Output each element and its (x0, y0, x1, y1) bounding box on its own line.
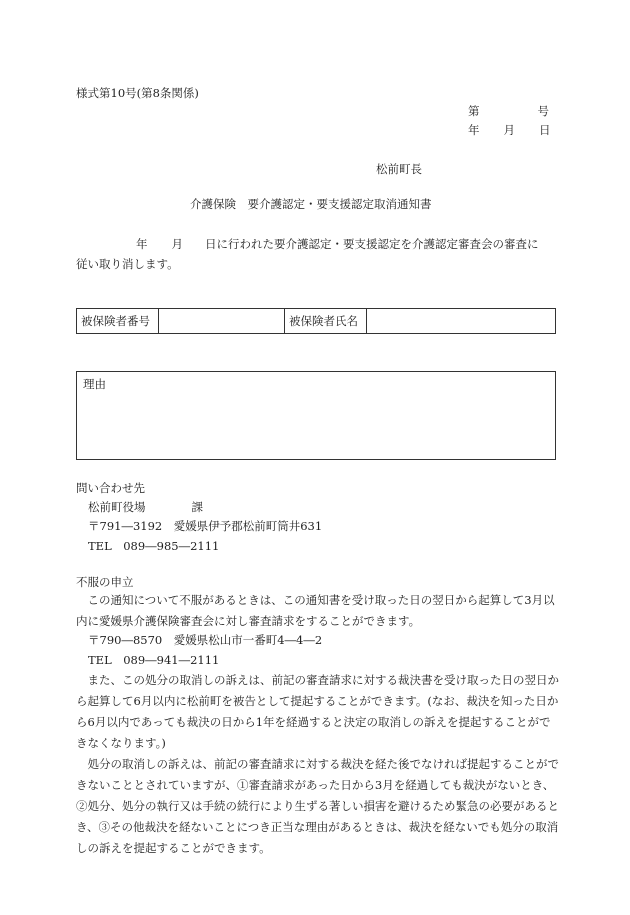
appeal-paragraph-2 (76, 670, 560, 754)
insured-number-field[interactable] (159, 309, 285, 334)
intro-line-1 (136, 237, 539, 252)
issuer: 松前町長 (376, 162, 422, 176)
number-prefix: 第 (468, 104, 480, 118)
date-day: 日 (539, 123, 551, 137)
contact-office: 松前町役場 (88, 500, 146, 514)
form-label: 様式第10号(第8条関係) (76, 86, 199, 100)
contact-office-line (88, 500, 203, 515)
intro-text-1: 日に行われた要介護認定・要支援認定を介護認定審査会の審査に (205, 237, 539, 251)
insured-name-field[interactable] (367, 309, 556, 334)
number-suffix: 号 (537, 104, 549, 118)
appeal-p2-text: また、この処分の取消しの訴えは、前記の審査請求に対する裁決書を受け取った日の翌日から起算して6月以内に松前町を被告として提起することができます。(なお、裁決を知った日から6月以内であっても裁決の日から1年を経過すると決定の取消しの訴えを提起することができなくなります。) (76, 673, 559, 750)
date-year: 年 (468, 123, 480, 137)
appeal-paragraph-1 (76, 590, 560, 632)
contact-heading: 問い合わせ先 (76, 481, 145, 495)
intro-line-2: 従い取り消します。 (76, 257, 179, 271)
intro-year: 年 (136, 237, 148, 251)
intro-month: 月 (171, 237, 183, 251)
document-date (468, 123, 551, 138)
insured-number-label: 被保険者番号 (77, 309, 159, 334)
appeal-address: 〒790―8570 愛媛県松山市一番町4―4―2 (88, 633, 323, 647)
appeal-tel: TEL 089―941―2111 (88, 653, 220, 667)
appeal-p1-text: この通知について不服があるときは、この通知書を受け取った日の翌日から起算して3月以内に愛媛県介護保険審査会に対し審査請求をすることができます。 (76, 593, 555, 628)
contact-dept-suffix: 課 (191, 500, 203, 514)
insured-name-label: 被保険者氏名 (285, 309, 367, 334)
reason-box[interactable] (76, 371, 556, 460)
contact-tel: TEL 089―985―2111 (88, 539, 220, 553)
appeal-paragraph-3 (76, 754, 560, 859)
appeal-p3-text: 処分の取消しの訴えは、前記の審査請求に対する裁決を経た後でなければ提起することができないこととされていますが、①審査請求があった日から3月を経過しても裁決がないとき、②処分、処分の執行又は手続の続行により生ずる著しい損害を避けるため緊急の必要があるとき、③その他裁決を経ないことにつき正当な理由があるときは、裁決を経ないでも処分の取消しの訴えを提起することができます。 (76, 757, 559, 855)
contact-address: 〒791―3192 愛媛県伊予郡松前町筒井631 (88, 519, 323, 533)
document-number (468, 104, 549, 119)
insured-table (76, 308, 556, 334)
reason-label: 理由 (83, 377, 106, 391)
appeal-heading: 不服の申立 (76, 575, 134, 589)
date-month: 月 (503, 123, 515, 137)
document-title: 介護保険 要介護認定・要支援認定取消通知書 (190, 197, 432, 211)
